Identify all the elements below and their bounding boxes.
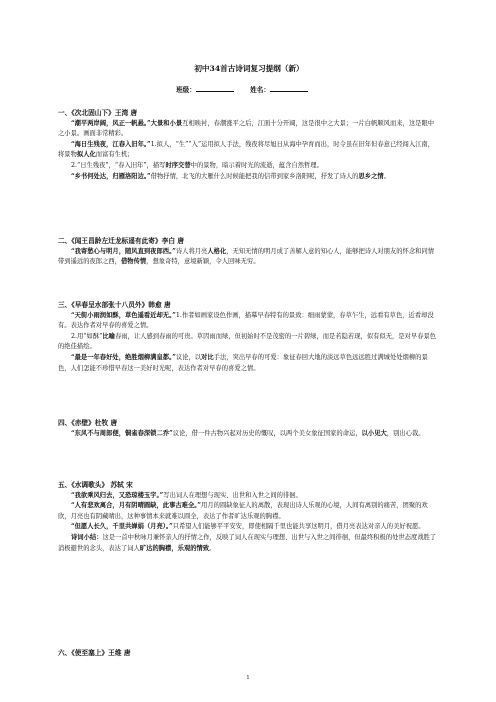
paragraph [58, 140, 440, 161]
note: 这是一首中秋咏月兼怀亲人的抒情之作，反映了词人在现实与理想、出世与入世之间徘徊，但最终积极的处世态度战胜了消极避世的念头，表达了词人 [58, 533, 437, 552]
section-heading: 四、《赤壁》杜牧 唐 [58, 419, 118, 427]
paragraph [58, 491, 440, 502]
section-2 [58, 236, 440, 268]
class-name-line [58, 84, 440, 94]
keyword: 对比 [201, 353, 214, 361]
quote: “东风不与周郎便，铜雀春深锁二乔” [71, 429, 173, 437]
keyword: 大景和小景 [150, 119, 183, 127]
note: 春雨，让人感到春雨的可贵。草因雨而绿，但初始时不是茂密的一片碧绿，而是若隐若现，似有似无，是对早春景色的绝佳描绘。 [58, 332, 437, 351]
note: 中的景物，暗示着时光的流逝，蕴含自然哲理。 [190, 161, 323, 169]
name-blank [270, 85, 308, 92]
note: 1.作者如画家设色作画，描摹早春特有的景致：细雨蒙蒙，春草乍生，远看有草色，近看却没有。表达作者对早春的喜爱之情。 [58, 311, 434, 330]
paragraph [58, 501, 440, 522]
section-1 [58, 108, 440, 182]
paragraph [58, 522, 440, 533]
section-heading: 三、《早春呈水部张十八员外》韩愈 唐 [58, 301, 171, 309]
note: 。 [383, 172, 390, 180]
note: 而富有生机； [95, 151, 134, 159]
keyword: 人格化 [207, 247, 227, 255]
class-label: 班级： [176, 86, 196, 94]
note: 1.拟人，“生”“入”运用拟人手法，残夜将尽旭日从海中孕育而出，时令虽在旧年但春意已经闯入江南，将景物 [58, 140, 435, 159]
note: 诗人将月亮 [175, 247, 208, 255]
note: 手法，突出早春的可爱：象征春回大地的淡远草色远远胜过满城处处烟柳的景色，人们怎能不珍惜早春这一美好时光呢，表达作者对早春的喜爱之情。 [58, 353, 428, 372]
note: 借物抒情，北飞的大雁什么时候能把我的信带到家乡洛阳呢，抒发了诗人的 [150, 172, 359, 180]
section-heading: 二、《闻王昌龄左迁龙标遥有此寄》李白 唐 [58, 237, 185, 245]
keyword: 诗词小结： [71, 533, 103, 541]
paragraph [58, 247, 440, 268]
note: 议论，借一件古物兴起对历史的慨叹，以两个美女象征国家的命运， [172, 429, 362, 437]
paragraph [58, 119, 440, 140]
keyword: 拟人化 [76, 151, 96, 159]
note: 议论，以 [175, 353, 202, 361]
paragraph [58, 353, 440, 374]
note: 互相映衬，春潮涨平之后，江面十分开阔，这是很中之大景；一片白帆顺风而来，这是眼中之小景。画面非常精彩。 [58, 119, 435, 138]
note: ，无知无情的明月成了善解人意的知心人，能够把诗人对朋友的怀念和同情带到遥远的夜郎之西， [58, 247, 435, 266]
quote: “天街小雨润如酥，草色遥看近却无。” [71, 311, 176, 319]
page-number: 1 [246, 675, 250, 681]
paragraph [58, 533, 440, 554]
note: 用月的圆缺象征人的离散，表现出诗人乐观的心境，人间有离别的痛苦，团聚的欢欣，月亮也有阴藏晴出，这种事情本来就难以圆全，表达了作者旷达乐观的胸襟。 [58, 502, 428, 520]
quote: “海日生残夜，江春入旧年。” [71, 140, 151, 148]
document-title: 初中34首古诗词复习提纲（新） [194, 64, 304, 73]
section-4 [58, 418, 440, 439]
note: 2.“日生残夜”，“春入旧年”，描写 [71, 161, 166, 169]
name-label: 姓名： [250, 86, 270, 94]
section-6 [58, 648, 440, 659]
keyword: 旷达的胸襟，乐观的情致 [139, 544, 210, 552]
section-heading: 五、《水调歌头》 苏轼 宋 [58, 481, 133, 489]
section-3 [58, 300, 440, 374]
keyword: 借物传情 [120, 258, 147, 266]
note: 。 [209, 544, 216, 552]
note: 只希望人们能够平平安安，即使相隔千里也能共享这明月，借月亮表达对亲人的美好祝愿。 [172, 523, 425, 531]
note: 2.用“如酥” [71, 332, 103, 340]
paragraph [58, 429, 440, 440]
keyword: 思乡之情 [358, 172, 384, 180]
section-5 [58, 480, 440, 554]
quote: “我寄愁心与明月，随风直到夜郎西。” [71, 247, 176, 255]
note: 写出词人在理想与现实、出世和入世之间的徘徊。 [163, 491, 302, 499]
paragraph [58, 332, 440, 353]
section-heading: 六、《使至塞上》王维 唐 [58, 649, 131, 657]
quote: “我欲乘风归去，又恐琼楼玉宇。” [71, 491, 164, 499]
paragraph [58, 161, 440, 172]
quote: “最是一年春好处，绝胜烟柳满皇都。” [71, 353, 176, 361]
class-blank [196, 85, 234, 92]
keyword: 以小见大 [361, 429, 387, 437]
note: ，别出心裁。 [386, 429, 425, 437]
quote: “人有悲欢离合，月有阴晴圆缺，此事古难全。” [71, 502, 202, 510]
quote: “乡书何处达，归雁洛阳边。” [71, 172, 151, 180]
quote: “但愿人长久，千里共婵娟（月亮）。” [71, 523, 173, 531]
note: ，想象奇特，意境新颖，令人回味无穷。 [146, 258, 260, 266]
keyword: 时序交替 [165, 161, 191, 169]
keyword: 比喻 [102, 332, 115, 340]
paragraph [58, 311, 440, 332]
section-heading: 一、《次北固山下》王湾 唐 [58, 109, 138, 117]
quote: “潮平两岸阔，风正一帆悬。” [71, 119, 151, 127]
paragraph [58, 172, 440, 183]
